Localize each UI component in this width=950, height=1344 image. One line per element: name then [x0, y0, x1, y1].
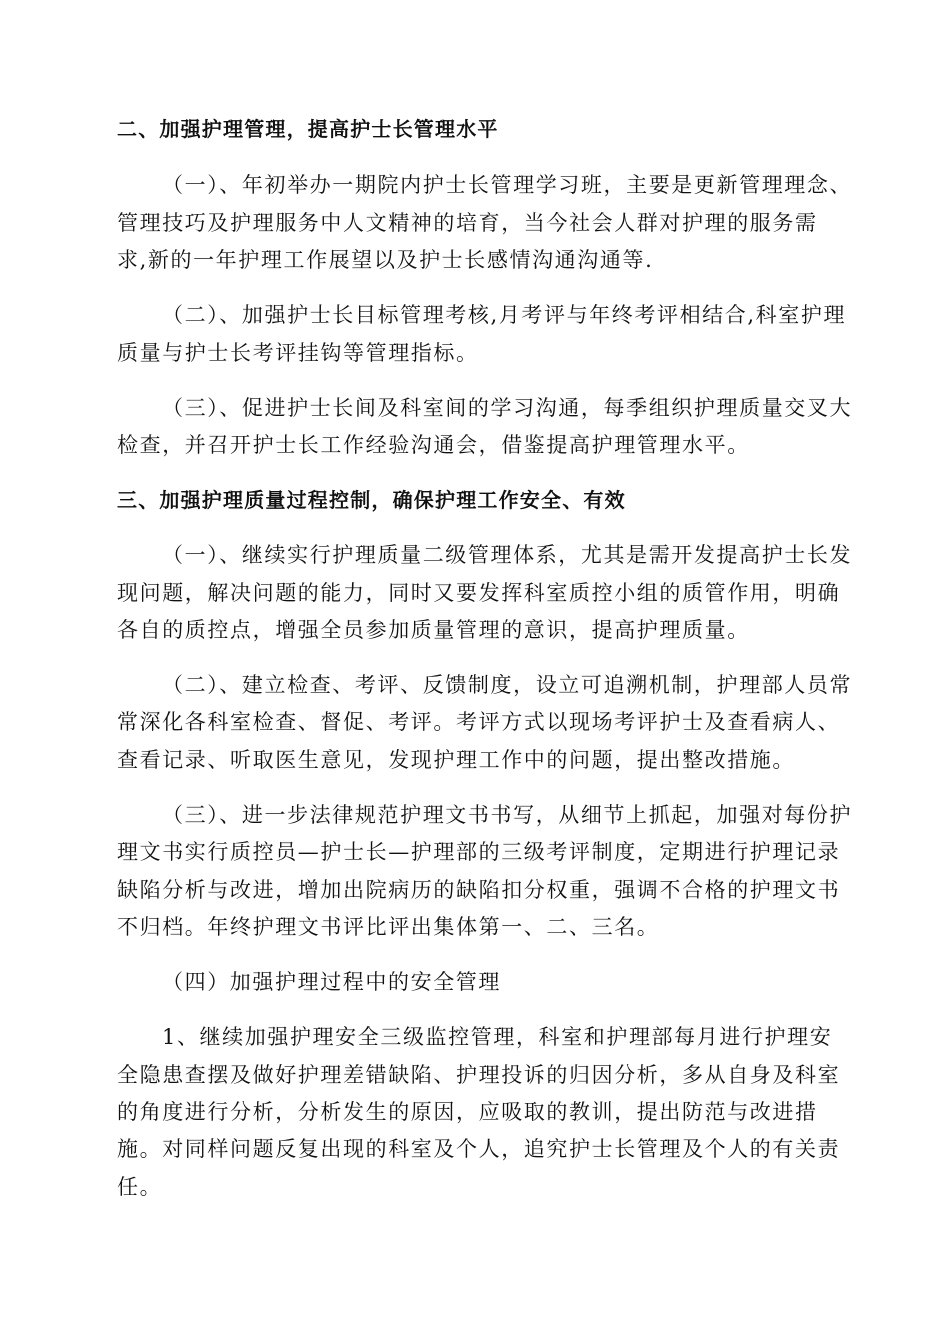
paragraph-line: （三）、促进护士长间及科室间的学习沟通，每季组织护理质量交叉大: [162, 396, 853, 420]
paragraph-line: 查看记录、听取医生意见，发现护理工作中的问题，提出整改措施。: [117, 748, 795, 772]
paragraph-line: 任。: [117, 1175, 163, 1199]
paragraph-line: （三）、进一步法律规范护理文书书写，从细节上抓起，加强对每份护: [162, 803, 853, 827]
section-heading: 二、加强护理管理，提高护士长管理水平: [117, 117, 499, 141]
paragraph-line: （一）、继续实行护理质量二级管理体系，尤其是需开发提高护士长发: [162, 543, 853, 567]
paragraph-line: 全隐患查摆及做好护理差错缺陷、护理投诉的归因分析，多从自身及科室: [117, 1063, 841, 1087]
paragraph-line: （一）、年初举办一期院内护士长管理学习班，主要是更新管理理念、: [162, 173, 853, 197]
paragraph-line: （二）、建立检查、考评、反馈制度，设立可追溯机制，护理部人员常: [162, 673, 853, 697]
paragraph-line: 不归档。年终护理文书评比评出集体第一、二、三名。: [117, 915, 660, 939]
paragraph-line: 常深化各科室检查、督促、考评。考评方式以现场考评护士及查看病人、: [117, 710, 841, 734]
paragraph-line: 1、继续加强护理安全三级监控管理，科室和护理部每月进行护理安: [162, 1025, 833, 1049]
paragraph-line: 理文书实行质控员—护士长—护理部的三级考评制度，定期进行护理记录: [117, 840, 841, 864]
paragraph-line: （二）、加强护士长目标管理考核,月考评与年终考评相结合,科室护理: [162, 303, 847, 327]
paragraph-line: 质量与护士长考评挂钩等管理指标。: [117, 341, 479, 365]
section-heading: 三、加强护理质量过程控制，确保护理工作安全、有效: [117, 488, 626, 512]
paragraph-line: 的角度进行分析，分析发生的原因，应吸取的教训，提出防范与改进措: [117, 1100, 818, 1124]
paragraph-line: （四）加强护理过程中的安全管理: [162, 970, 501, 994]
paragraph-line: 管理技巧及护理服务中人文精神的培育，当今社会人群对护理的服务需: [117, 211, 818, 235]
paragraph-line: 施。对同样问题反复出现的科室及个人，追究护士长管理及个人的有关责: [117, 1137, 841, 1161]
paragraph-line: 缺陷分析与改进，增加出院病历的缺陷扣分权重，强调不合格的护理文书: [117, 878, 841, 902]
paragraph-line: 现问题，解决问题的能力，同时又要发挥科室质控小组的质管作用，明确: [117, 581, 841, 605]
paragraph-line: 检查，并召开护士长工作经验沟通会，借鉴提高护理管理水平。: [117, 433, 750, 457]
paragraph-line: 求,新的一年护理工作展望以及护士长感情沟通沟通等.: [117, 248, 654, 272]
paragraph-line: 各自的质控点，增强全员参加质量管理的意识，提高护理质量。: [117, 618, 750, 642]
